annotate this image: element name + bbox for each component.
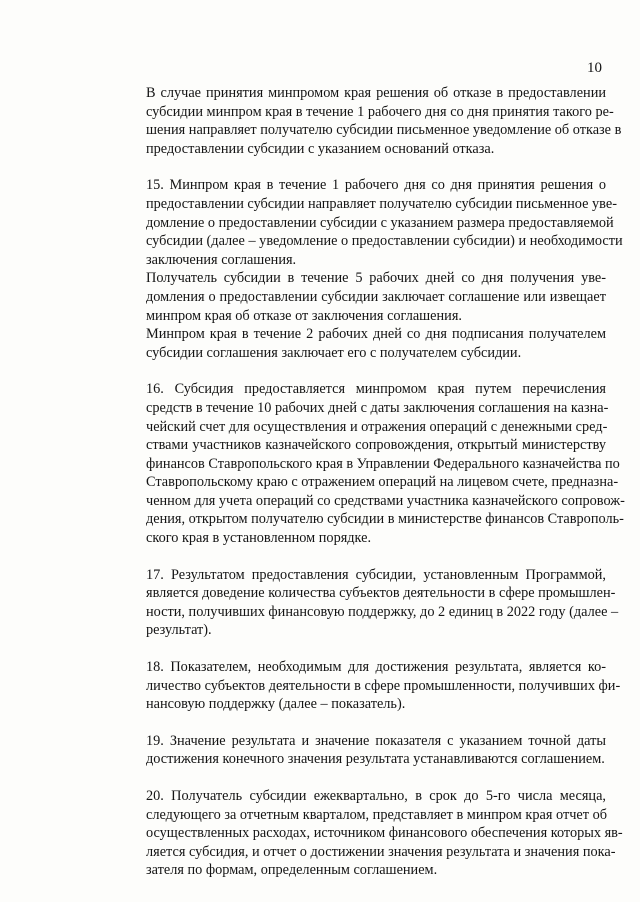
paragraph-line: следующего за отчетным кварталом, представляет в минпром края отчет об: [146, 806, 608, 823]
paragraph-line: результат).: [146, 622, 212, 639]
paragraph: [110, 269, 606, 325]
paragraph-line: домления о предоставлении субсидии заключает соглашение или извещает: [146, 288, 606, 305]
paragraph: [110, 380, 625, 547]
paragraph: [110, 325, 606, 362]
paragraph-line: 19. Значение результата и значение показателя с указанием точной даты: [146, 732, 606, 749]
paragraph-line: шения направляет получателю субсидии письменное уведомление об отказе в: [146, 122, 622, 139]
paragraph-line: чейский счет для осуществления и отражения операций с денежными сред-: [146, 418, 608, 435]
paragraph: [110, 566, 619, 640]
paragraph-line: субсидии (далее – уведомление о предоставлении субсидии) и необходимости: [146, 233, 623, 250]
paragraph-line: субсидии соглашения заключает его с получателем субсидии.: [146, 344, 522, 361]
paragraph-line: личество субъектов деятельности в сфере промышленности, получивших фи-: [146, 677, 621, 694]
paragraph-line: В случае принятия минпромом края решения об отказе в предоставлении: [146, 85, 606, 101]
paragraph-line: дения, открытом получателю субсидии в министерстве финансов Ставрополь-: [146, 511, 624, 528]
paragraph-line: ствами участников казначейского сопровождения, открытый министерству: [146, 437, 606, 454]
paragraph-line: средств в течение 10 рабочих дней с даты заключения соглашения на казна-: [146, 399, 609, 416]
paragraph-line: достижения конечного значения результата устанавливаются соглашением.: [146, 751, 605, 768]
paragraph-line: нансовую поддержку (далее – показатель).: [146, 696, 406, 713]
paragraph: [110, 787, 623, 880]
paragraph-line: ского края в установленном порядке.: [146, 530, 372, 547]
paragraph-line: Получатель субсидии в течение 5 рабочих дней со дня получения уве-: [146, 270, 606, 287]
paragraph-line: домление о предоставлении субсидии с указанием размера предоставляемой: [146, 214, 614, 231]
paragraph-line: зателя по формам, определенным соглашением.: [146, 862, 438, 879]
paragraph-line: 17. Результатом предоставления субсидии, установленным Программой,: [146, 566, 606, 583]
paragraph-line: 15. Минпром края в течение 1 рабочего дня со дня принятия решения о: [146, 177, 606, 194]
paragraph-line: Минпром края в течение 2 рабочих дней со дня подписания получателем: [146, 326, 606, 343]
paragraph-line: 16. Субсидия предоставляется минпромом края путем перечисления: [146, 381, 606, 398]
paragraph-line: предоставлении субсидии с указанием оснований отказа.: [146, 140, 495, 157]
paragraph-line: осуществленных расходах, источником финансового обеспечения которых яв-: [146, 825, 623, 842]
paragraph: [110, 176, 623, 269]
paragraph-line: предоставлении субсидии направляет получателю субсидии письменное уве-: [146, 195, 617, 212]
paragraph-line: ляется субсидия, и отчет о достижении значения результата и значения пока-: [146, 843, 616, 860]
document-body: [110, 84, 625, 880]
paragraph-line: заключения соглашения.: [146, 251, 297, 268]
paragraph-line: минпром края об отказе от заключения соглашения.: [146, 307, 462, 324]
paragraph: [110, 658, 621, 714]
paragraph-line: Ставропольскому краю с отражением операций на лицевом счете, предназна-: [146, 474, 619, 491]
paragraph-line: субсидии минпром края в течение 1 рабочего дня со дня принятия такого ре-: [146, 103, 614, 120]
paragraph-line: ности, получивших финансовую поддержку, до 2 единиц в 2022 году (далее –: [146, 603, 619, 620]
paragraph: [110, 84, 622, 158]
paragraph-line: 20. Получатель субсидии ежеквартально, в срок до 5-го числа месяца,: [146, 788, 606, 804]
paragraph: [110, 732, 606, 769]
page-number: 10: [587, 60, 602, 76]
paragraph-line: 18. Показателем, необходимым для достижения результата, является ко-: [146, 659, 606, 676]
paragraph-line: финансов Ставропольского края в Управлении Федерального казначейства по: [146, 455, 620, 472]
paragraph-line: ченном для учета операций со средствами участника казначейского сопровож-: [146, 492, 625, 509]
paragraph-line: является доведение количества субъектов деятельности в сфере промышлен-: [146, 585, 616, 602]
